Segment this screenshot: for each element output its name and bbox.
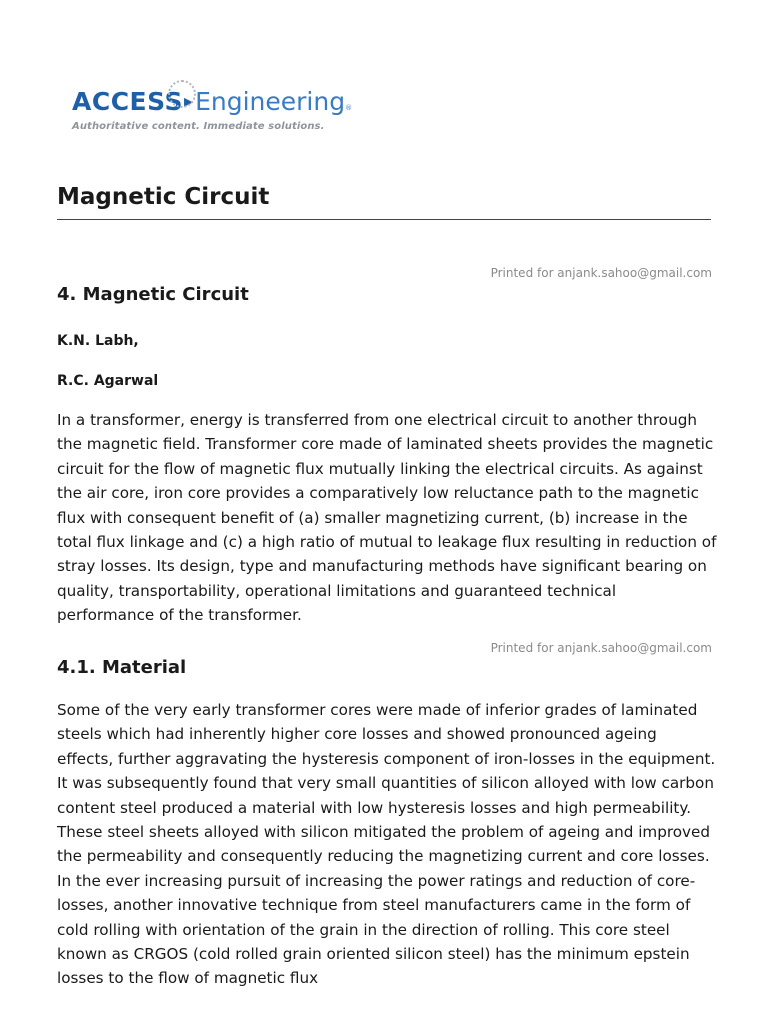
printed-for-note: Printed for anjank.sahoo@gmail.com <box>490 266 712 280</box>
material-paragraph: Some of the very early transformer cores were made of inferior grades of laminated steels which had inherently higher core losses and showed pronounced ageing effects, further aggravating the hysteresis component of iron-losses in the equipment. It was subsequently found that very small quantities of silicon alloyed with low carbon content steel produced a material with low hysteresis losses and high permeability. These steel sheets alloyed with silicon mitigated the problem of ageing and improved the permeability and consequently reducing the magnetizing current and core losses. In the ever increasing pursuit of increasing the power ratings and reduction of core-losses, another innovative technique from steel manufacturers came in the form of cold rolling with orientation of the grain in the direction of rolling. This core steel known as CRGOS (cold rolled grain oriented silicon steel) has the minimum epstein losses to the flow of magnetic flux <box>57 701 716 988</box>
intro-paragraph: In a transformer, energy is transferred from one electrical circuit to another through the magnetic field. Transformer core made of laminated sheets provides the magnetic circuit for the flow of magnetic flux mutually linking the electrical circuits. As against the air core, iron core provides a comparatively low reluctance path to the magnetic flux with consequent benefit of (a) smaller magnetizing current, (b) increase in the total flux linkage and (c) a high ratio of mutual to leakage flux resulting in reduction of stray losses. Its design, type and manufacturing methods have significant bearing on quality, transportability, operational limitations and guaranteed technical performance of the transformer. <box>57 411 717 625</box>
registered-mark-icon: ® <box>345 104 353 112</box>
logo-access-text: ACCESS <box>72 86 184 116</box>
logo-arrow-icon: ▸ <box>184 90 194 112</box>
author-name: R.C. Agarwal <box>57 373 159 389</box>
logo-engineering-text: Engineering <box>195 86 346 116</box>
logo-tagline: Authoritative content. Immediate solutions. <box>72 121 325 132</box>
access-engineering-logo <box>72 86 362 138</box>
logo-wordmark <box>72 86 362 116</box>
printed-for-note: Printed for anjank.sahoo@gmail.com <box>490 641 712 655</box>
gear-icon <box>168 80 196 108</box>
chapter-heading: 4. Magnetic Circuit <box>57 284 249 305</box>
title-divider <box>57 219 711 220</box>
document-title: Magnetic Circuit <box>57 184 270 210</box>
section-heading: 4.1. Material <box>57 657 187 678</box>
author-name: K.N. Labh, <box>57 333 139 349</box>
